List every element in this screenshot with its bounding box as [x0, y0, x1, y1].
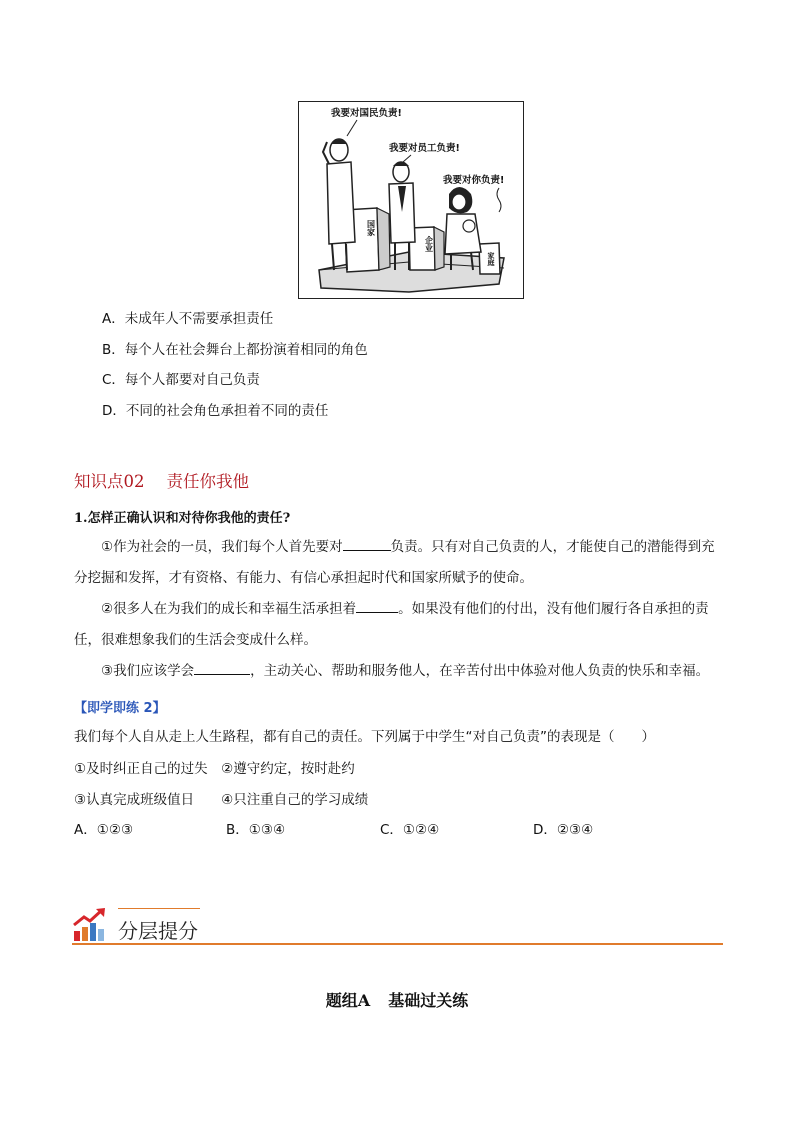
practice-tag: 【即学即练 2】: [74, 701, 166, 716]
blank-2[interactable]: [356, 599, 398, 613]
paragraph-3: ③我们应该学会 ，主动关心、帮助和服务他人，在辛苦付出中体验对他人负责的快乐和幸福。: [101, 663, 710, 679]
paragraph-1: ①作为社会的一员，我们每个人首先要对 负责。只有对自己负责的人，才能使自己的潜能得到充分挖掘和发挥，才有资格、有能力、有信心承担起时代和国家所赋予的使命。: [74, 539, 715, 586]
knowledge-question: 1.怎样正确认识和对待你我他的责任?: [74, 511, 291, 526]
group-heading: [0, 988, 794, 1011]
section-title: 责任你我他: [166, 472, 249, 491]
practice-items-line-2: ③认真完成班级值日 ④只注重自己的学习成绩: [74, 792, 369, 808]
choice-a: A．①②③: [74, 822, 134, 838]
label-company: 企业: [424, 236, 434, 252]
section-heading: [74, 468, 249, 492]
section-label: 知识点02: [74, 472, 145, 491]
blank-1[interactable]: [343, 537, 391, 551]
banner-title: 分层提分: [118, 919, 198, 943]
growth-chart-icon: [72, 907, 108, 943]
bubble-nation: 我要对国民负责!: [331, 108, 402, 119]
option-a: A．未成年人不需要承担责任: [102, 311, 274, 327]
practice-stem: 我们每个人自从走上人生路程，都有自己的责任。下列属于中学生“对自己负责”的表现是（ ）: [74, 729, 655, 745]
paragraph-2: ②很多人在为我们的成长和幸福生活承担着 。如果没有他们的付出，没有他们履行各自承担的责任，很难想象我们的生活会变成什么样。: [74, 601, 709, 648]
bubble-family: 我要对你负责!: [443, 175, 505, 186]
option-d: D．不同的社会角色承担着不同的责任: [102, 403, 329, 419]
blank-3[interactable]: [194, 661, 250, 675]
choice-c: C．①②④: [380, 822, 440, 838]
group-label: 题组A: [325, 991, 371, 1010]
banner-divider: [72, 943, 723, 945]
banner-accent-line: [118, 908, 200, 909]
label-nation: 国家: [366, 220, 376, 236]
choice-b: B．①③④: [226, 822, 286, 838]
option-b: B．每个人在社会舞台上都扮演着相同的角色: [102, 342, 368, 358]
choice-d: D．②③④: [533, 822, 594, 838]
bubble-company: 我要对员工负责!: [389, 143, 460, 154]
practice-items-line-1: ①及时纠正自己的过失 ②遵守约定，按时赴约: [74, 761, 355, 777]
knowledge-paragraphs: [74, 532, 724, 687]
group-title: 基础过关练: [388, 991, 469, 1010]
cartoon-illustration: [298, 101, 524, 299]
label-family: 家庭: [487, 252, 495, 266]
option-c: C．每个人都要对自己负责: [102, 372, 260, 388]
